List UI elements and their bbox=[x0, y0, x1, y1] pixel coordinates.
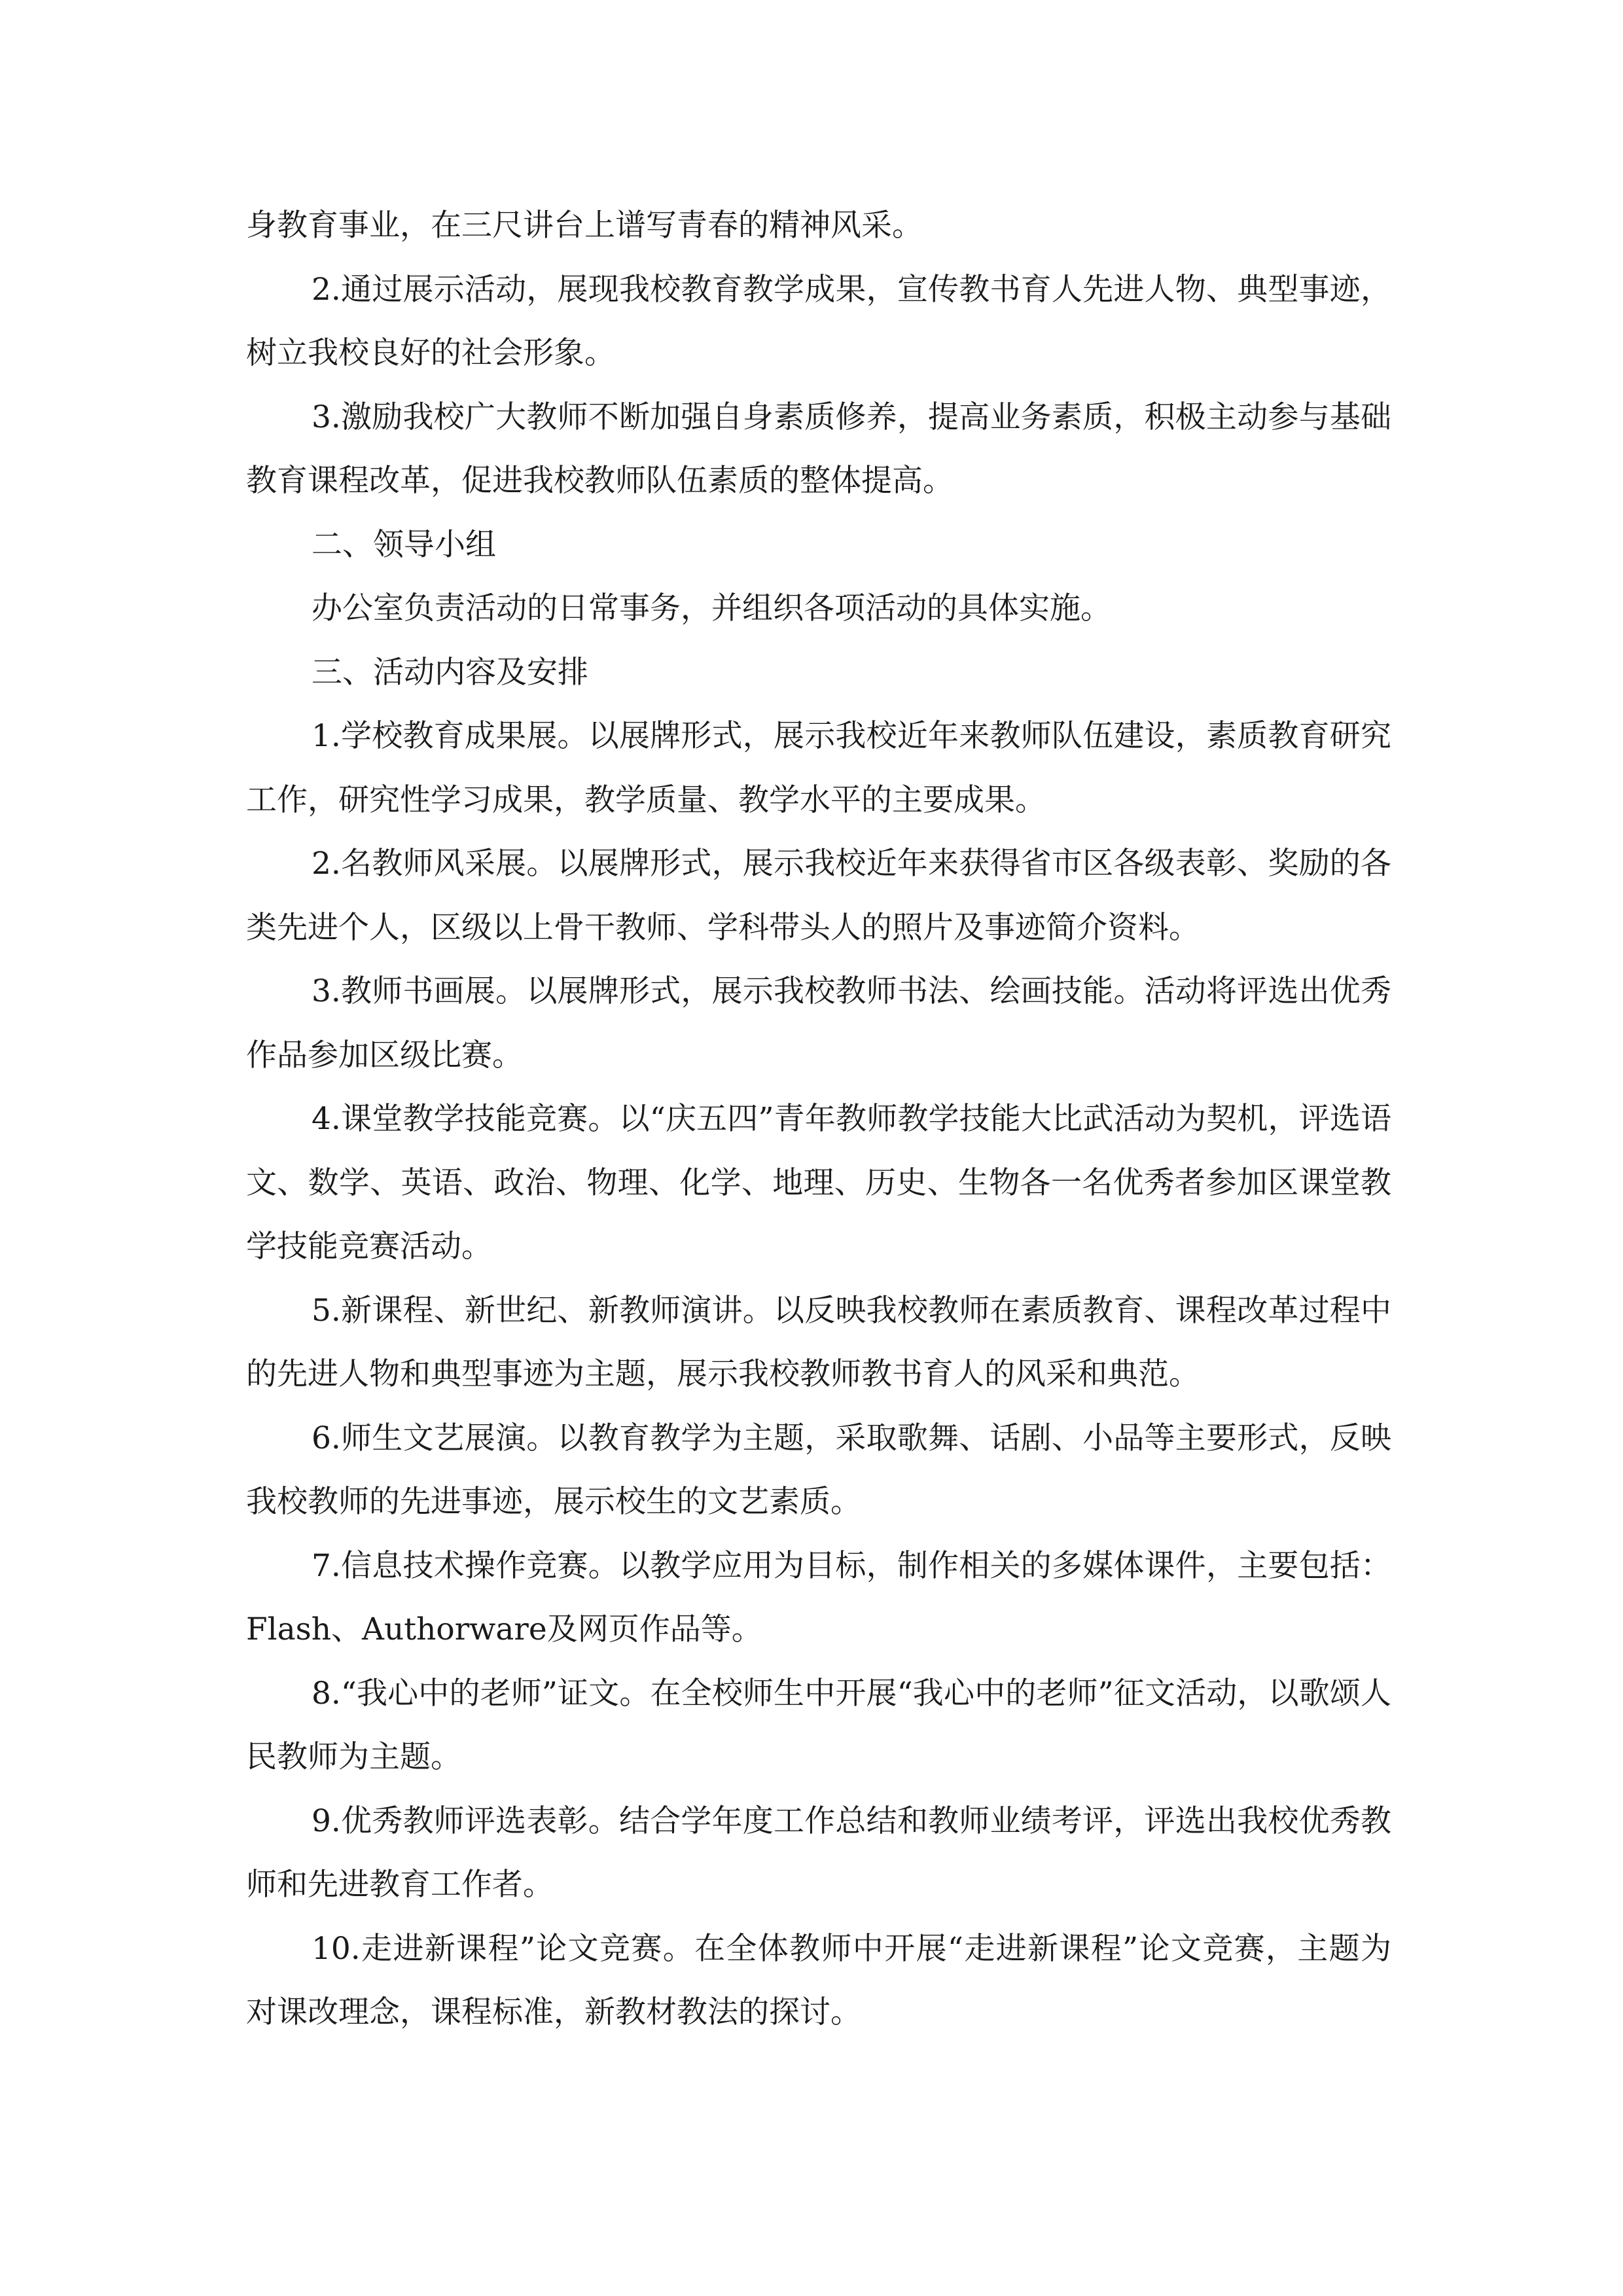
activity-item-4: 4.课堂教学技能竞赛。以“庆五四”青年教师教学技能大比武活动为契机，评选语文、数学、英语、政治、物理、化学、地理、历史、生物各一名优秀者参加区课堂教学技能竞赛活动。 bbox=[246, 1101, 1391, 1265]
document-body bbox=[246, 194, 1391, 2045]
activity-item-5: 5.新课程、新世纪、新教师演讲。以反映我校教师在素质教育、课程改革过程中的先进人物和典型事迹为主题，展示我校教师教书育人的风采和典范。 bbox=[246, 1292, 1391, 1392]
activity-item-9: 9.优秀教师评选表彰。结合学年度工作总结和教师业绩考评，评选出我校优秀教师和先进教育工作者。 bbox=[246, 1803, 1391, 1903]
activity-item-6: 6.师生文艺展演。以教育教学为主题，采取歌舞、话剧、小品等主要形式，反映我校教师的先进事迹，展示校生的文艺素质。 bbox=[246, 1420, 1391, 1520]
section-heading-activities: 三、活动内容及安排 bbox=[312, 654, 588, 691]
activity-item-7: 7.信息技术操作竞赛。以教学应用为目标，制作相关的多媒体课件，主要包括：Flash、Authorware及网页作品等。 bbox=[246, 1547, 1391, 1647]
activity-item-2: 2.名教师风采展。以展牌形式，展示我校近年来获得省市区各级表彰、奖励的各类先进个人，区级以上骨干教师、学科带头人的照片及事迹简介资料。 bbox=[246, 846, 1391, 946]
paragraph-purpose-3: 3.激励我校广大教师不断加强自身素质修养，提高业务素质，积极主动参与基础教育课程改革，促进我校教师队伍素质的整体提高。 bbox=[246, 399, 1391, 499]
section-heading-leadership: 二、领导小组 bbox=[312, 526, 496, 563]
paragraph-continuation: 身教育事业，在三尺讲台上谱写青春的精神风采。 bbox=[246, 207, 923, 243]
activity-item-1: 1.学校教育成果展。以展牌形式，展示我校近年来教师队伍建设，素质教育研究工作，研究性学习成果，教学质量、教学水平的主要成果。 bbox=[246, 718, 1391, 818]
activity-item-3: 3.教师书画展。以展牌形式，展示我校教师书法、绘画技能。活动将评选出优秀作品参加区级比赛。 bbox=[246, 973, 1391, 1073]
paragraph-purpose-2: 2.通过展示活动，展现我校教育教学成果，宣传教书育人先进人物、典型事迹，树立我校良好的社会形象。 bbox=[246, 271, 1391, 371]
activity-item-10: 10.走进新课程”论文竞赛。在全体教师中开展“走进新课程”论文竞赛，主题为对课改理念，课程标准，新教材教法的探讨。 bbox=[246, 1930, 1391, 2030]
paragraph-office-duty: 办公室负责活动的日常事务，并组织各项活动的具体实施。 bbox=[312, 590, 1111, 626]
activity-item-8: 8.“我心中的老师”证文。在全校师生中开展“我心中的老师”征文活动，以歌颂人民教师为主题。 bbox=[246, 1675, 1391, 1775]
